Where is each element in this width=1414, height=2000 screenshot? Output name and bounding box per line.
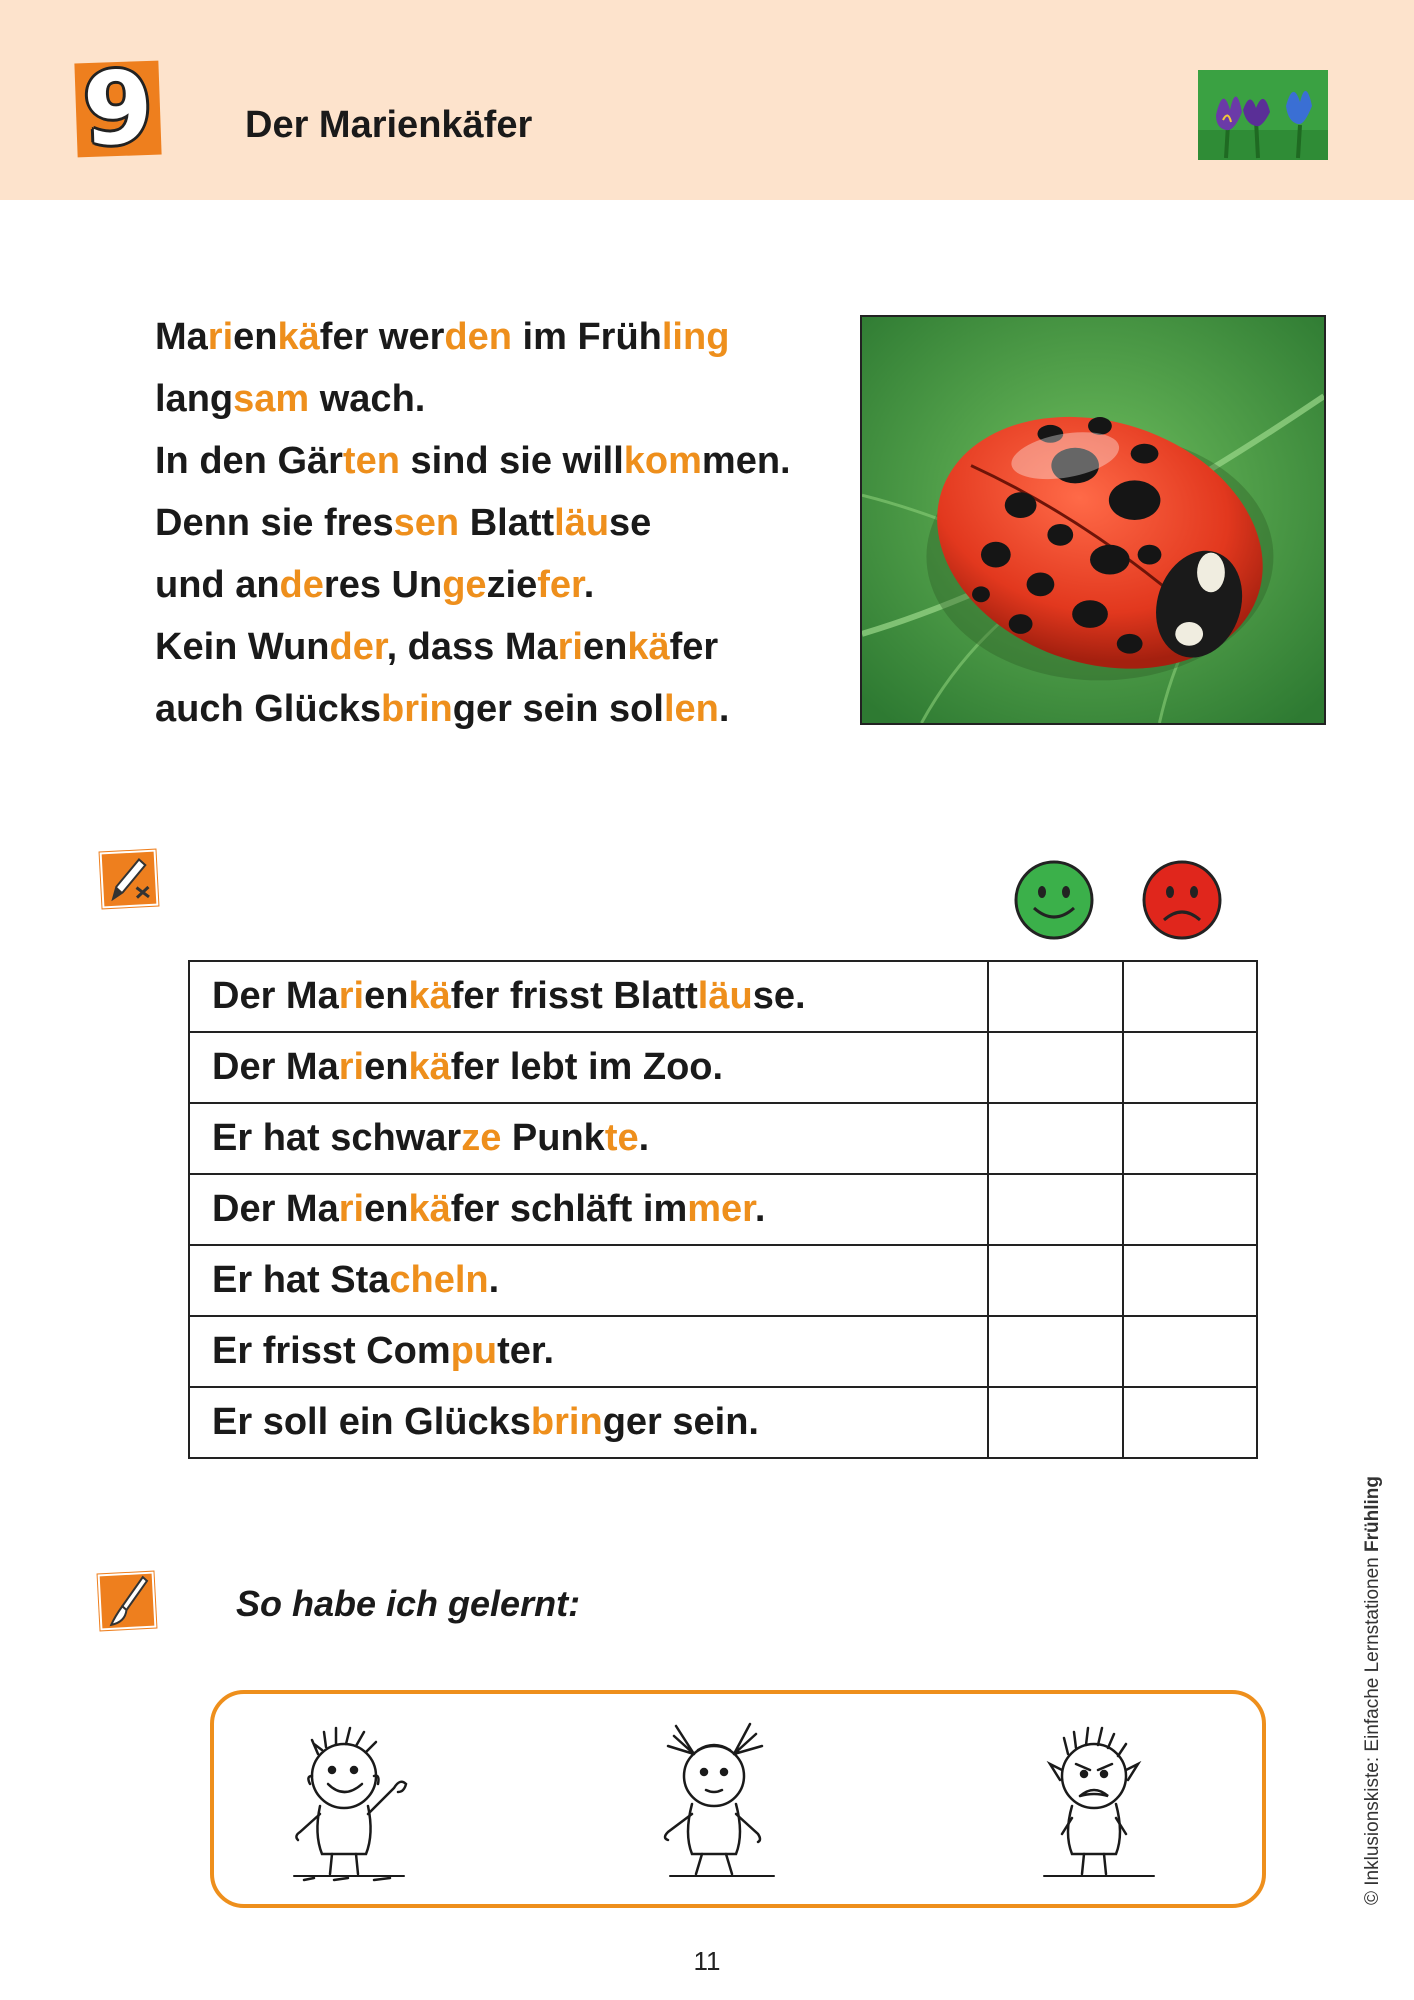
copyright-note: © Inklusionskiste: Einfache Lernstationen Frühling xyxy=(1362,1475,1383,1905)
text-segment: ger sein. xyxy=(602,1401,759,1443)
ladybug-photo xyxy=(860,315,1326,725)
false-checkbox[interactable] xyxy=(1123,1316,1257,1387)
true-checkbox[interactable] xyxy=(988,961,1122,1032)
syllable-highlight: läu xyxy=(697,975,753,1017)
neutral-child-drawing[interactable] xyxy=(634,1714,794,1894)
syllable-highlight: ling xyxy=(661,316,730,358)
syllable-highlight: ri xyxy=(338,1188,365,1230)
quiz-statement xyxy=(189,1316,988,1387)
text-segment: fer wer xyxy=(319,316,445,358)
syllable-highlight: ri xyxy=(338,1046,365,1088)
syllable-highlight: ge xyxy=(442,564,487,606)
reading-line xyxy=(155,492,855,554)
quiz-statement xyxy=(189,1245,988,1316)
text-segment: Denn sie fres xyxy=(155,502,394,544)
quiz-statement xyxy=(189,1174,988,1245)
true-checkbox[interactable] xyxy=(988,1316,1122,1387)
page-number: 11 xyxy=(693,1946,721,1976)
quiz-row xyxy=(189,1316,1257,1387)
text-segment: im Früh xyxy=(511,316,662,358)
syllable-highlight: len xyxy=(663,688,719,730)
quiz-statement xyxy=(189,1103,988,1174)
syllable-highlight: sam xyxy=(233,378,310,420)
syllable-highlight: fer xyxy=(537,564,584,606)
syllable-highlight: de xyxy=(279,564,324,606)
reflection-box xyxy=(210,1690,1266,1908)
quiz-table xyxy=(188,960,1258,1459)
text-segment: Er hat Sta xyxy=(212,1259,390,1301)
quiz-row xyxy=(189,1103,1257,1174)
text-segment: Er hat schwar xyxy=(212,1117,462,1159)
syllable-highlight: kä xyxy=(408,1046,451,1088)
text-segment: fer frisst Blatt xyxy=(450,975,698,1017)
quiz-statement xyxy=(189,961,988,1032)
text-segment: en xyxy=(364,975,409,1017)
angry-child-drawing[interactable] xyxy=(1014,1714,1174,1894)
reflection-label: So habe ich gelernt: xyxy=(236,1583,581,1624)
text-segment: fer schläft im xyxy=(450,1188,688,1230)
syllable-highlight: ri xyxy=(338,975,365,1017)
syllable-highlight: kä xyxy=(408,1188,451,1230)
false-checkbox[interactable] xyxy=(1123,1387,1257,1458)
text-segment: Ma xyxy=(155,316,208,358)
true-checkbox[interactable] xyxy=(988,1245,1122,1316)
true-checkbox[interactable] xyxy=(988,1387,1122,1458)
text-segment: auch Glücks xyxy=(155,688,381,730)
text-segment: lang xyxy=(155,378,234,420)
text-segment: Er soll ein Glücks xyxy=(212,1401,531,1443)
text-segment: res Un xyxy=(323,564,443,606)
page-title: Der Marienkäfer xyxy=(245,104,533,146)
text-segment: fer lebt im Zoo. xyxy=(450,1046,724,1088)
text-segment: Der Ma xyxy=(212,975,339,1017)
text-segment: Kein Wun xyxy=(155,626,330,668)
reading-line xyxy=(155,368,855,430)
syllable-highlight: den xyxy=(444,316,512,358)
syllable-highlight: kom xyxy=(623,440,702,482)
quiz-statement xyxy=(189,1387,988,1458)
quiz-statement xyxy=(189,1032,988,1103)
text-segment: In den Gär xyxy=(155,440,343,482)
false-checkbox[interactable] xyxy=(1123,1032,1257,1103)
false-checkbox[interactable] xyxy=(1123,961,1257,1032)
syllable-highlight: brin xyxy=(380,688,453,730)
syllable-highlight: läu xyxy=(554,502,610,544)
text-segment: fer xyxy=(669,626,719,668)
text-segment: sind sie will xyxy=(399,440,624,482)
true-checkbox[interactable] xyxy=(988,1103,1122,1174)
text-segment: Der Ma xyxy=(212,1188,339,1230)
syllable-highlight: sen xyxy=(393,502,460,544)
text-segment: . xyxy=(718,688,730,730)
syllable-highlight: brin xyxy=(530,1401,603,1443)
text-segment: zie xyxy=(486,564,538,606)
true-checkbox[interactable] xyxy=(988,1032,1122,1103)
false-checkbox[interactable] xyxy=(1123,1174,1257,1245)
syllable-highlight: ten xyxy=(342,440,400,482)
text-segment: se xyxy=(609,502,652,544)
text-segment: men. xyxy=(701,440,791,482)
syllable-highlight: te xyxy=(604,1117,639,1159)
text-segment: en xyxy=(233,316,278,358)
syllable-highlight: der xyxy=(329,626,387,668)
sad-smiley-icon xyxy=(1140,858,1224,942)
text-segment: Der Ma xyxy=(212,1046,339,1088)
text-segment: en xyxy=(364,1188,409,1230)
text-segment: se. xyxy=(752,975,806,1017)
reading-line xyxy=(155,430,855,492)
text-segment: , dass Ma xyxy=(386,626,558,668)
reading-line xyxy=(155,616,855,678)
syllable-highlight: kä xyxy=(408,975,451,1017)
false-checkbox[interactable] xyxy=(1123,1103,1257,1174)
reading-line xyxy=(155,678,855,740)
happy-smiley-icon xyxy=(1012,858,1096,942)
text-segment: und an xyxy=(155,564,280,606)
pencil-icon xyxy=(99,849,160,910)
happy-child-drawing[interactable] xyxy=(274,1714,434,1894)
text-segment: wach. xyxy=(309,378,426,420)
reading-line xyxy=(155,554,855,616)
text-segment: . xyxy=(583,564,595,606)
text-segment: . xyxy=(754,1188,766,1230)
false-checkbox[interactable] xyxy=(1123,1245,1257,1316)
quiz-row xyxy=(189,1387,1257,1458)
true-checkbox[interactable] xyxy=(988,1174,1122,1245)
text-segment: ger sein sol xyxy=(452,688,664,730)
text-segment: en xyxy=(583,626,628,668)
text-segment: en xyxy=(364,1046,409,1088)
syllable-highlight: pu xyxy=(450,1330,498,1372)
text-segment: . xyxy=(638,1117,650,1159)
quiz-row xyxy=(189,1245,1257,1316)
station-number: 9 xyxy=(81,48,155,169)
quiz-row xyxy=(189,1032,1257,1103)
reading-line xyxy=(155,306,855,368)
quiz-row xyxy=(189,1174,1257,1245)
quiz-row xyxy=(189,961,1257,1032)
syllable-highlight: mer xyxy=(687,1188,755,1230)
station-number-badge xyxy=(74,48,161,169)
syllable-highlight: ri xyxy=(557,626,583,668)
syllable-highlight: cheln xyxy=(389,1259,489,1301)
syllable-highlight: kä xyxy=(277,316,320,358)
syllable-highlight: ze xyxy=(461,1117,502,1159)
text-segment: Punk xyxy=(501,1117,605,1159)
syllable-highlight: ri xyxy=(207,316,234,358)
syllable-highlight: kä xyxy=(627,626,670,668)
text-segment: . xyxy=(488,1259,500,1301)
crocus-flower-image xyxy=(1198,70,1328,160)
text-segment: Er frisst Com xyxy=(212,1330,451,1372)
text-segment: Blatt xyxy=(459,502,555,544)
brush-icon xyxy=(97,1571,158,1632)
reading-text xyxy=(155,306,855,740)
text-segment: ter. xyxy=(497,1330,555,1372)
